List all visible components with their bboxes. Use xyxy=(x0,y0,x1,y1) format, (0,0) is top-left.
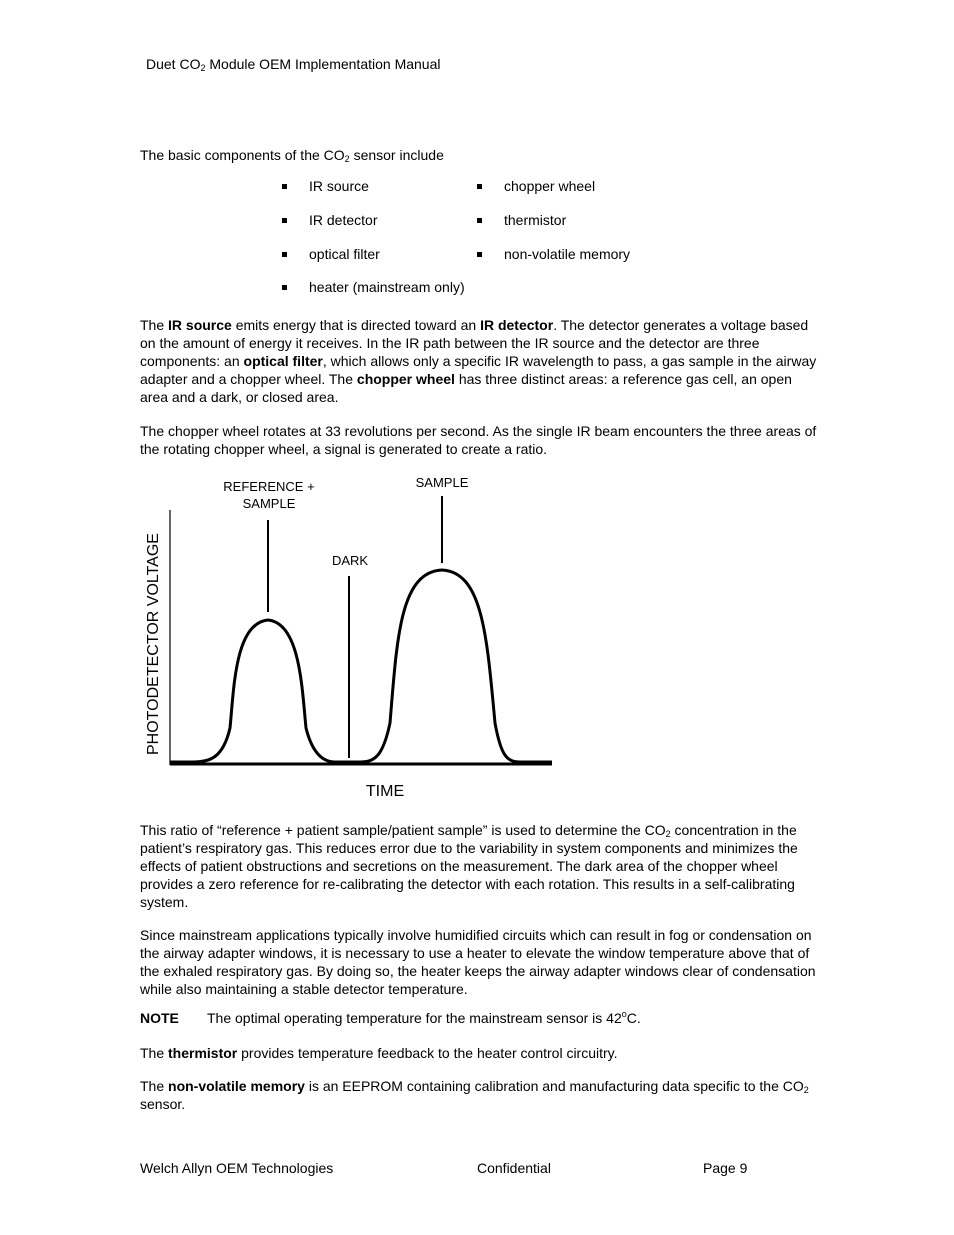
y-axis-label: PHOTODETECTOR VOLTAGE xyxy=(145,533,162,755)
note-label: NOTE xyxy=(140,1010,179,1026)
bullet-icon xyxy=(282,218,287,223)
bullet-icon xyxy=(477,252,482,257)
bullet-icon xyxy=(477,184,482,189)
footer-confidential: Confidential xyxy=(477,1160,551,1176)
page-header: Duet $CO_2$ Module OEM Implementation Manual xyxy=(146,56,441,73)
paragraph-ir-source: The IR source emits energy that is directed toward an IR detector. The detector generates a voltage based on the amount of energy it receives. In the IR path between the IR source and the detector are three components: an optical filter, which allows only a specific IR wavelength to pass, a gas sample in the airway adapter and a chopper wheel. The chopper wheel has three distinct areas: a reference gas cell, an open area and a dark, or closed area. xyxy=(140,317,817,405)
intro-text: The basic components of the $CO_2$ sensor include xyxy=(140,147,444,164)
annotation-reference-sample: SAMPLE xyxy=(242,496,296,511)
list-item: IR source xyxy=(282,178,369,194)
annotation-dark: DARK xyxy=(331,553,369,568)
annotation-sample: SAMPLE xyxy=(415,475,469,490)
list-item: thermistor xyxy=(477,212,566,228)
note-text: The optimal operating temperature for the mainstream sensor is 42$^o$C. xyxy=(207,1009,641,1026)
list-item: non-volatile memory xyxy=(477,246,630,262)
list-item: heater (mainstream only) xyxy=(282,279,465,295)
list-item: chopper wheel xyxy=(477,178,595,194)
bullet-icon xyxy=(282,252,287,257)
list-item: IR detector xyxy=(282,212,377,228)
annotation-reference: REFERENCE + xyxy=(223,479,315,494)
bullet-icon xyxy=(477,218,482,223)
footer-company: Welch Allyn OEM Technologies xyxy=(140,1160,334,1176)
paragraph-memory: The non-volatile memory is an EEPROM containing calibration and manufacturing data specific to the $CO_2$ sensor. xyxy=(140,1078,809,1112)
paragraph-heater: Since mainstream applications typically involve humidified circuits which can result in fog or condensation on the airway adapter windows, it is necessary to use a heater to elevate the window temperature above that of the exhaled respiratory gas. By doing so, the heater keeps the airway adapter windows clear of condensation while also maintaining a stable detector temperature. xyxy=(140,927,816,997)
list-item: optical filter xyxy=(282,246,380,262)
paragraph-ratio: This ratio of “reference + patient sample/patient sample” is used to determine the $CO_2$ concentration in the patient’s respiratory gas. This reduces error due to the variability in system components and minimizes the effects of patient obstructions and secretions on the measurement. The dark area of the chopper wheel provides a zero reference for re-calibrating the detector with each rotation. This results in a self-calibrating system. xyxy=(140,822,798,910)
paragraph-chopper: The chopper wheel rotates at 33 revolutions per second. As the single IR beam encounters the three areas of the rotating chopper wheel, a signal is generated to create a ratio. xyxy=(140,423,817,457)
signal-line xyxy=(170,570,552,762)
footer-page-number: Page 9 xyxy=(703,1160,748,1176)
bullet-icon xyxy=(282,184,287,189)
paragraph-thermistor: The thermistor provides temperature feedback to the heater control circuitry. xyxy=(140,1045,618,1061)
photodetector-chart xyxy=(135,468,565,808)
bullet-icon xyxy=(282,285,287,290)
x-axis-label: TIME xyxy=(365,783,405,800)
